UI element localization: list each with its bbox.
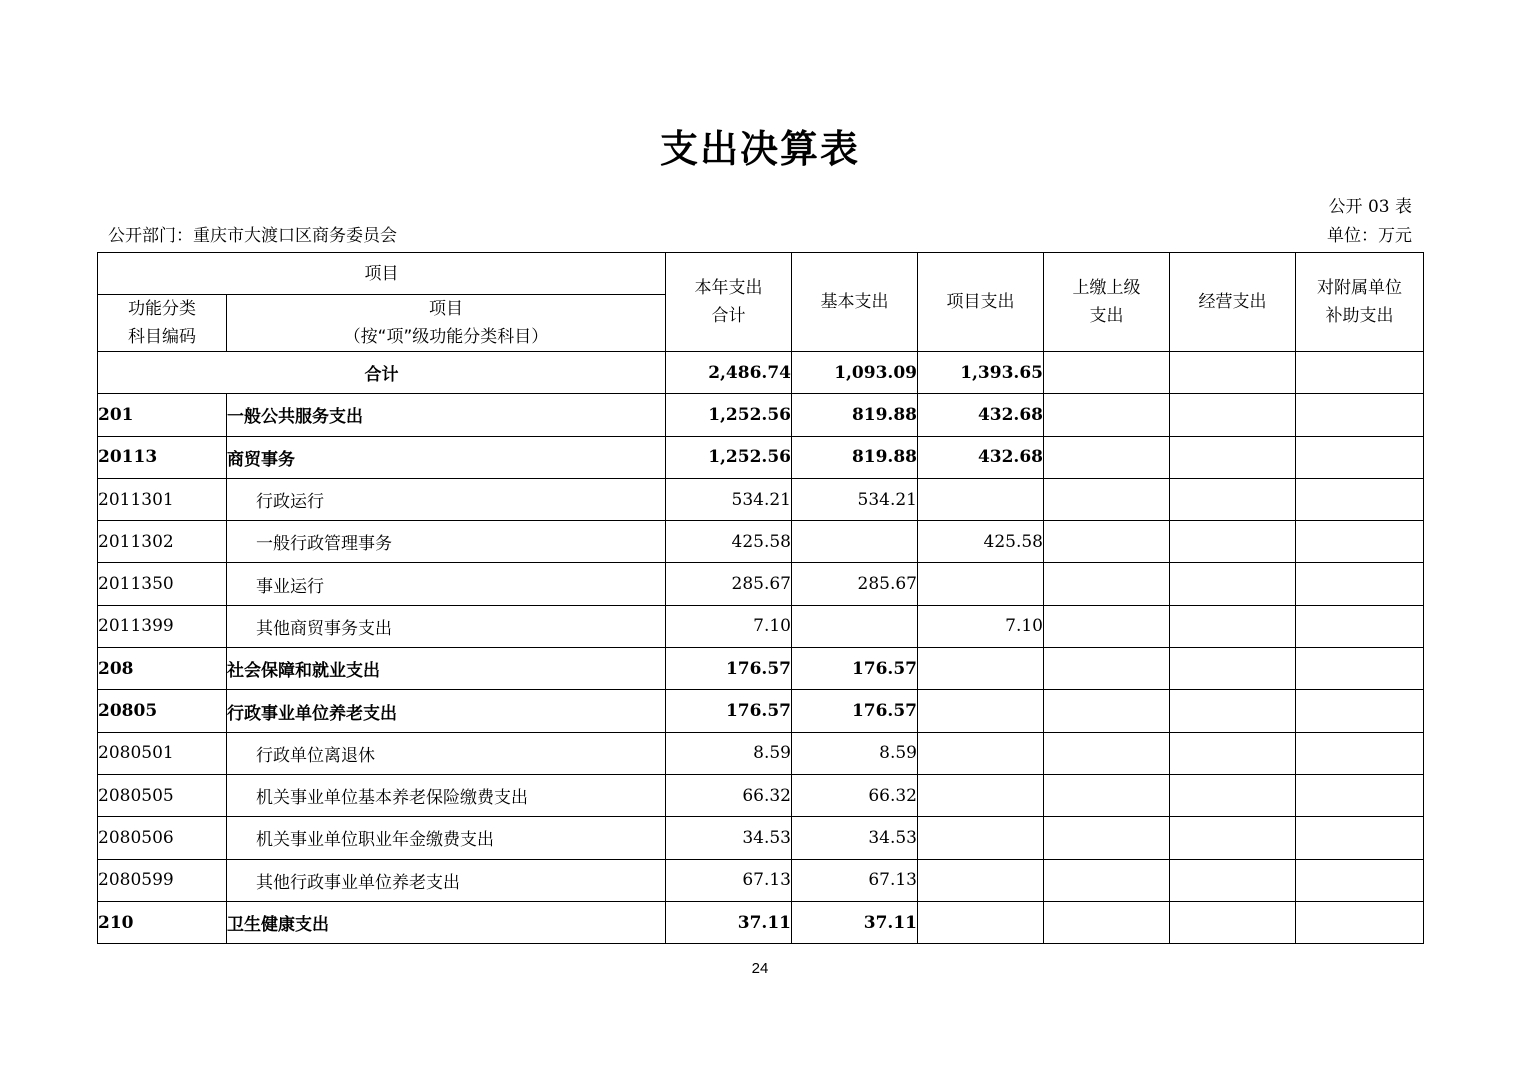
total-cell: 1,252.56	[666, 436, 792, 478]
basic-cell: 34.53	[792, 817, 918, 859]
code-cell: 2080505	[98, 774, 227, 816]
name-cell: 一般行政管理事务	[227, 521, 666, 563]
upper-cell	[1044, 605, 1170, 647]
basic-cell: 176.57	[792, 648, 918, 690]
upper-cell	[1044, 690, 1170, 732]
subsidy-cell	[1296, 732, 1424, 774]
subsidy-cell	[1296, 817, 1424, 859]
upper-cell	[1044, 817, 1170, 859]
header-upper: 上缴上级 支出	[1044, 253, 1170, 352]
code-cell: 2080599	[98, 859, 227, 901]
business-cell	[1170, 521, 1296, 563]
unit-label: 单位：万元	[1327, 226, 1412, 246]
table-row	[98, 690, 1424, 732]
form-number: 公开 03 表	[1328, 197, 1412, 217]
code-cell: 20805	[98, 690, 227, 732]
header-project: 项目支出	[918, 253, 1044, 352]
upper-cell	[1044, 774, 1170, 816]
subsidy-cell	[1296, 521, 1424, 563]
department-label: 公开部门：重庆市大渡口区商务委员会	[108, 226, 397, 246]
business-cell	[1170, 563, 1296, 605]
subsidy-cell	[1296, 648, 1424, 690]
page-number: 24	[751, 960, 769, 977]
code-cell: 2011350	[98, 563, 227, 605]
code-cell: 2011301	[98, 478, 227, 520]
upper-cell	[1044, 859, 1170, 901]
table-row	[98, 732, 1424, 774]
project-cell	[918, 690, 1044, 732]
table-row	[98, 521, 1424, 563]
total-cell: 2,486.74	[666, 352, 792, 394]
header-name: 项目 （按“项”级功能分类科目）	[227, 295, 666, 352]
header-business: 经营支出	[1170, 253, 1296, 352]
name-cell: 机关事业单位基本养老保险缴费支出	[227, 774, 666, 816]
business-cell	[1170, 690, 1296, 732]
code-cell: 210	[98, 901, 227, 943]
business-cell	[1170, 352, 1296, 394]
business-cell	[1170, 732, 1296, 774]
project-cell	[918, 648, 1044, 690]
upper-cell	[1044, 478, 1170, 520]
code-cell: 208	[98, 648, 227, 690]
name-cell: 行政运行	[227, 478, 666, 520]
business-cell	[1170, 394, 1296, 436]
subsidy-cell	[1296, 436, 1424, 478]
subsidy-cell	[1296, 394, 1424, 436]
name-cell: 商贸事务	[227, 436, 666, 478]
total-cell: 66.32	[666, 774, 792, 816]
basic-cell	[792, 521, 918, 563]
name-cell: 行政单位离退休	[227, 732, 666, 774]
name-cell: 机关事业单位职业年金缴费支出	[227, 817, 666, 859]
header-basic: 基本支出	[792, 253, 918, 352]
expenditure-table	[97, 252, 1424, 944]
basic-cell: 534.21	[792, 478, 918, 520]
business-cell	[1170, 859, 1296, 901]
table-row	[98, 648, 1424, 690]
upper-cell	[1044, 732, 1170, 774]
business-cell	[1170, 605, 1296, 647]
project-cell	[918, 478, 1044, 520]
subsidy-cell	[1296, 352, 1424, 394]
business-cell	[1170, 478, 1296, 520]
code-cell: 2011302	[98, 521, 227, 563]
project-cell	[918, 774, 1044, 816]
table-row	[98, 394, 1424, 436]
basic-cell: 819.88	[792, 436, 918, 478]
upper-cell	[1044, 901, 1170, 943]
name-cell: 一般公共服务支出	[227, 394, 666, 436]
total-cell: 425.58	[666, 521, 792, 563]
project-cell: 432.68	[918, 436, 1044, 478]
total-row	[98, 352, 1424, 394]
business-cell	[1170, 648, 1296, 690]
code-cell: 20113	[98, 436, 227, 478]
total-cell: 34.53	[666, 817, 792, 859]
table-row	[98, 563, 1424, 605]
code-cell: 2080501	[98, 732, 227, 774]
business-cell	[1170, 901, 1296, 943]
table-row	[98, 817, 1424, 859]
header-total: 本年支出 合计	[666, 253, 792, 352]
subsidy-cell	[1296, 859, 1424, 901]
name-cell: 其他行政事业单位养老支出	[227, 859, 666, 901]
basic-cell: 285.67	[792, 563, 918, 605]
code-cell: 201	[98, 394, 227, 436]
basic-cell: 66.32	[792, 774, 918, 816]
basic-cell: 1,093.09	[792, 352, 918, 394]
business-cell	[1170, 817, 1296, 859]
header-item-group: 项目	[98, 253, 666, 295]
total-cell: 1,252.56	[666, 394, 792, 436]
business-cell	[1170, 436, 1296, 478]
code-cell: 2011399	[98, 605, 227, 647]
table-row	[98, 859, 1424, 901]
subsidy-cell	[1296, 478, 1424, 520]
header-code: 功能分类 科目编码	[98, 295, 227, 352]
table-row	[98, 605, 1424, 647]
upper-cell	[1044, 394, 1170, 436]
basic-cell: 819.88	[792, 394, 918, 436]
upper-cell	[1044, 563, 1170, 605]
total-cell: 8.59	[666, 732, 792, 774]
project-cell: 1,393.65	[918, 352, 1044, 394]
project-cell	[918, 901, 1044, 943]
table-row	[98, 774, 1424, 816]
upper-cell	[1044, 521, 1170, 563]
subsidy-cell	[1296, 563, 1424, 605]
name-cell: 事业运行	[227, 563, 666, 605]
basic-cell: 176.57	[792, 690, 918, 732]
subsidy-cell	[1296, 690, 1424, 732]
upper-cell	[1044, 648, 1170, 690]
business-cell	[1170, 774, 1296, 816]
name-cell: 行政事业单位养老支出	[227, 690, 666, 732]
project-cell: 432.68	[918, 394, 1044, 436]
total-cell: 176.57	[666, 690, 792, 732]
total-cell: 7.10	[666, 605, 792, 647]
name-cell: 社会保障和就业支出	[227, 648, 666, 690]
total-label: 合计	[98, 352, 666, 394]
table-row	[98, 436, 1424, 478]
basic-cell: 8.59	[792, 732, 918, 774]
total-cell: 176.57	[666, 648, 792, 690]
page-title: 支出决算表	[659, 127, 860, 171]
subsidy-cell	[1296, 901, 1424, 943]
code-cell: 2080506	[98, 817, 227, 859]
total-cell: 67.13	[666, 859, 792, 901]
total-cell: 37.11	[666, 901, 792, 943]
upper-cell	[1044, 352, 1170, 394]
name-cell: 其他商贸事务支出	[227, 605, 666, 647]
basic-cell	[792, 605, 918, 647]
name-cell: 卫生健康支出	[227, 901, 666, 943]
subsidy-cell	[1296, 774, 1424, 816]
subsidy-cell	[1296, 605, 1424, 647]
project-cell	[918, 563, 1044, 605]
basic-cell: 67.13	[792, 859, 918, 901]
header-subsidy: 对附属单位 补助支出	[1296, 253, 1424, 352]
table-row	[98, 901, 1424, 943]
project-cell: 7.10	[918, 605, 1044, 647]
project-cell	[918, 817, 1044, 859]
project-cell: 425.58	[918, 521, 1044, 563]
project-cell	[918, 859, 1044, 901]
table-row	[98, 478, 1424, 520]
total-cell: 285.67	[666, 563, 792, 605]
project-cell	[918, 732, 1044, 774]
total-cell: 534.21	[666, 478, 792, 520]
upper-cell	[1044, 436, 1170, 478]
basic-cell: 37.11	[792, 901, 918, 943]
